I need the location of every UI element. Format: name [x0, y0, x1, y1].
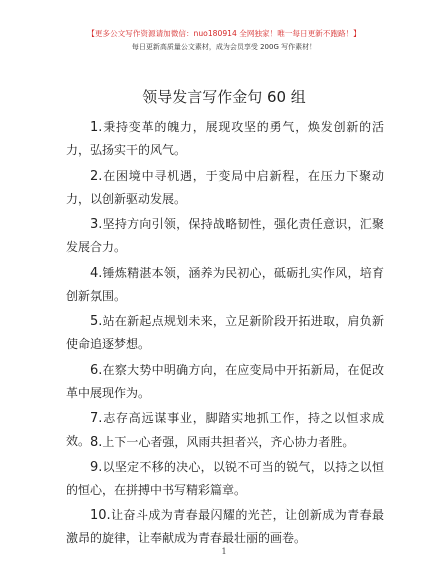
page-number: 1	[221, 547, 227, 556]
promo-banner-line2: 每日更新高质量公文素材，成为会员享受 200G 写作素材！	[131, 43, 317, 51]
item-number: 9.	[90, 460, 103, 475]
item-number: 5.	[90, 314, 103, 329]
list-item	[66, 116, 384, 161]
list-item	[66, 310, 384, 355]
list-item	[66, 165, 384, 210]
item-number: 6.	[90, 363, 103, 378]
document-title: 领导发言写作金句 60 组	[142, 88, 306, 106]
item-number: 2.	[90, 169, 103, 184]
item-number: 1.	[90, 120, 103, 135]
list-item	[66, 431, 384, 454]
list-item	[66, 359, 384, 404]
item-text: 上下一心者强，风雨共担者兴，齐心协力者胜。	[102, 435, 355, 449]
item-text: 坚持方向引领，保持战略韧性，强化责任意识，汇聚发展合力。	[66, 217, 384, 254]
item-number: 8.	[90, 435, 103, 450]
item-text: 以坚定不移的决心，以锐不可当的锐气，以持之以恒的恒心，在拼搏中书写精彩篇章。	[66, 460, 384, 497]
item-text: 站在新起点规划未来，立足新阶段开拓进取，肩负新使命追逐梦想。	[66, 314, 384, 351]
item-text: 在察大势中明确方向，在应变局中开拓新局，在促改革中展现作为。	[66, 363, 384, 400]
item-text: 秉持变革的魄力，展现攻坚的勇气，焕发创新的活力，弘扬实干的风气。	[66, 120, 384, 157]
list-item	[66, 504, 384, 549]
item-number: 7.	[90, 411, 103, 426]
promo-banner-line1: 【更多公文写作资源请加微信：nuo180914 全网独家！唯一每日更新不跑路！】	[87, 29, 361, 38]
list-item	[66, 456, 384, 501]
item-number: 3.	[90, 217, 103, 232]
item-text: 在困境中寻机遇，于变局中启新程，在压力下聚动力，以创新驱动发展。	[66, 169, 384, 206]
list-item	[66, 213, 384, 258]
item-number: 10.	[90, 508, 111, 523]
list-item	[66, 262, 384, 307]
item-text: 让奋斗成为青春最闪耀的光芒，让创新成为青春最激昂的旋律，让奉献成为青春最壮丽的画卷。	[66, 508, 384, 545]
item-text: 志存高远谋事业，脚踏实地抓工作，持之以恒求成效。	[66, 411, 384, 448]
item-number: 4.	[90, 266, 103, 281]
item-text: 锤炼精湛本领，涵养为民初心，砥砺扎实作风，培育创新氛围。	[66, 266, 384, 303]
